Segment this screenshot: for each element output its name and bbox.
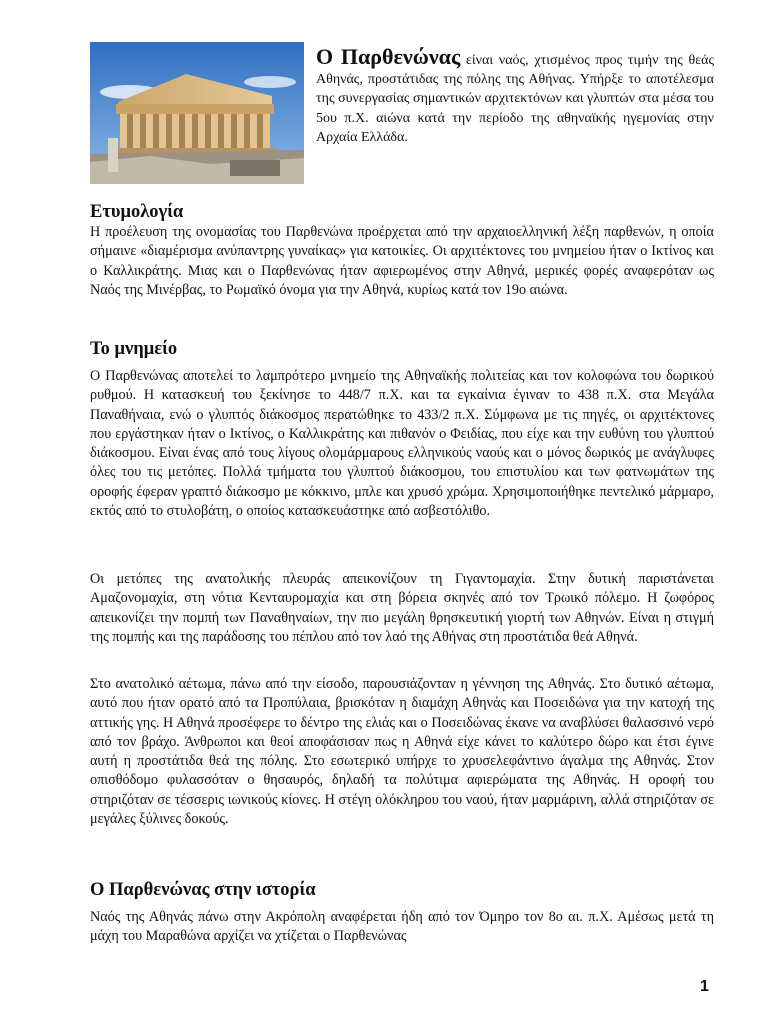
document-title: Ο Παρθενώνας — [316, 44, 461, 69]
page-number: 1 — [700, 978, 709, 995]
parthenon-photo — [90, 42, 304, 184]
etymology-paragraph: Η προέλευση της ονομασίας του Παρθενώνα προέρχεται από την αρχαιοελληνική λέξη παρθενών, η οποία σήμαινε «διαμέρισμα ανύπαντρης γυναίκας» για κατοικίες. Οι αρχιτέκτονες του μνημείου ήταν ο Ικτίνος και ο Καλλικράτης. Μιας και ο Παρθενώνας ήταν αφιερωμένος στην Αθηνά, μερικές φορές αναφερόταν ως Ναός της Μινέρβας, το Ρωμαϊκό όνομα για την Αθηνά, κυρίως κατά τον 19ο αιώνα. — [90, 224, 714, 298]
heading-monument: Το μνημείο — [90, 339, 178, 359]
heading-etymology: Ετυμολογία — [90, 202, 184, 222]
parthenon-image — [90, 42, 304, 184]
intro-text: είναι ναός, χτισμένος προς τιμήν της θεάς Αθηνάς, προστάτιδας της πόλης της Αθήνας. Υπήρξε το αποτέλεσμα της συνεργασίας σημαντικών αρχιτεκτόνων και γλυπτών στα μέσα του 5ου π.Χ. αιώνα κατά την περίοδο της αθηναϊκής ηγεμονίας στην Αρχαία Ελλάδα. — [316, 53, 714, 145]
monument-paragraph-3: Στο ανατολικό αέτωμα, πάνω από την είσοδο, παρουσιάζονταν η γέννηση της Αθηνάς. Στο δυτικό αέτωμα, αυτό που ήταν ορατό από τα Προπύλαια, βρισκόταν η διαμάχη Αθηνάς και Ποσειδώνα για την κατοχή της αττικής γης. Η Αθηνά προσέφερε το δέντρο της ελιάς και ο Ποσειδώνας έκανε να αναβλύσει θαλασσινό νερό από τον βράχο. Άνθρωποι και θεοί αποφάσισαν πως η Αθηνά είχε κάνει το καλύτερο δώρο και έτσι έγινε αυτή η προστάτιδα θεά της πόλης. Στο εσωτερικό υπήρχε το χρυσελεφάντινο άγαλμα της Αθηνάς. Στον οπισθόδομο φυλασσόταν ο θησαυρός, δηλαδή τα πολύτιμα αφιερώματα της Αθηνάς. Η οροφή του στηριζόταν σε τέσσερις ιωνικούς κίονες. Η στέγη ολόκληρου του ναού, ήταν μαρμάρινη, αλλά στηριζόταν σε μεγάλες ξύλινες δοκούς. — [90, 676, 714, 828]
intro-paragraph — [316, 46, 714, 147]
heading-history: Ο Παρθενώνας στην ιστορία — [90, 880, 316, 900]
history-paragraph: Ναός της Αθηνάς πάνω στην Ακρόπολη αναφέρεται ήδη από τον Όμηρο τον 8ο αι. π.Χ. Αμέσως μετά τη μάχη του Μαραθώνα αρχίζει να χτίζεται ο Παρθενώνας — [90, 909, 714, 945]
monument-paragraph-1: Ο Παρθενώνας αποτελεί το λαμπρότερο μνημείο της Αθηναϊκής πολιτείας και τον κολοφώνα του δωρικού ρυθμού. Η κατασκευή του ξεκίνησε το 448/7 π.Χ. και τα εγκαίνια έγιναν το 438 π.Χ. στα Μεγάλα Παναθήναια, ενώ ο γλυπτός διάκοσμος περατώθηκε το 433/2 π.Χ. Σύμφωνα με τις πηγές, οι αρχιτέκτονες που εργάστηκαν ήταν ο Ικτίνος, ο Καλλικράτης και πιθανόν ο Φειδίας, που είχε και την ευθύνη του γλυπτού διάκοσμου. Είναι ένας από τους λίγους ολομάρμαρους ελληνικούς ναούς και ο μόνος δωρικός με ανάγλυφες όλες του τις μετόπες. Πολλά τμήματα του γλυπτού διάκοσμου, του επιστυλίου και των φατνωμάτων της οροφής έφεραν γραπτό διάκοσμο με κόκκινο, μπλε και χρυσό χρώμα. Χρησιμοποιήθηκε πεντελικό μάρμαρο, εκτός από το στυλοβάτη, ο οποίος κατασκευάστηκε από ασβεστόλιθο. — [90, 368, 714, 520]
monument-paragraph-2: Οι μετόπες της ανατολικής πλευράς απεικονίζουν τη Γιγαντομαχία. Στην δυτική παριστάνεται Αμαζονομαχία, στη νότια Κενταυρομαχία και στη βόρεια σκηνές από τον Τρωικό πόλεμο. Η ζωφόρος απεικονίζει την πομπή των Παναθηναίων, την πιο μεγάλη θρησκευτική γιορτή των Αθηνών. Είναι η στιγμή της πομπής και της παράδοσης του πέπλου από τον λαό της Αθήνας στη προστάτιδα θεά Αθηνά. — [90, 571, 714, 645]
